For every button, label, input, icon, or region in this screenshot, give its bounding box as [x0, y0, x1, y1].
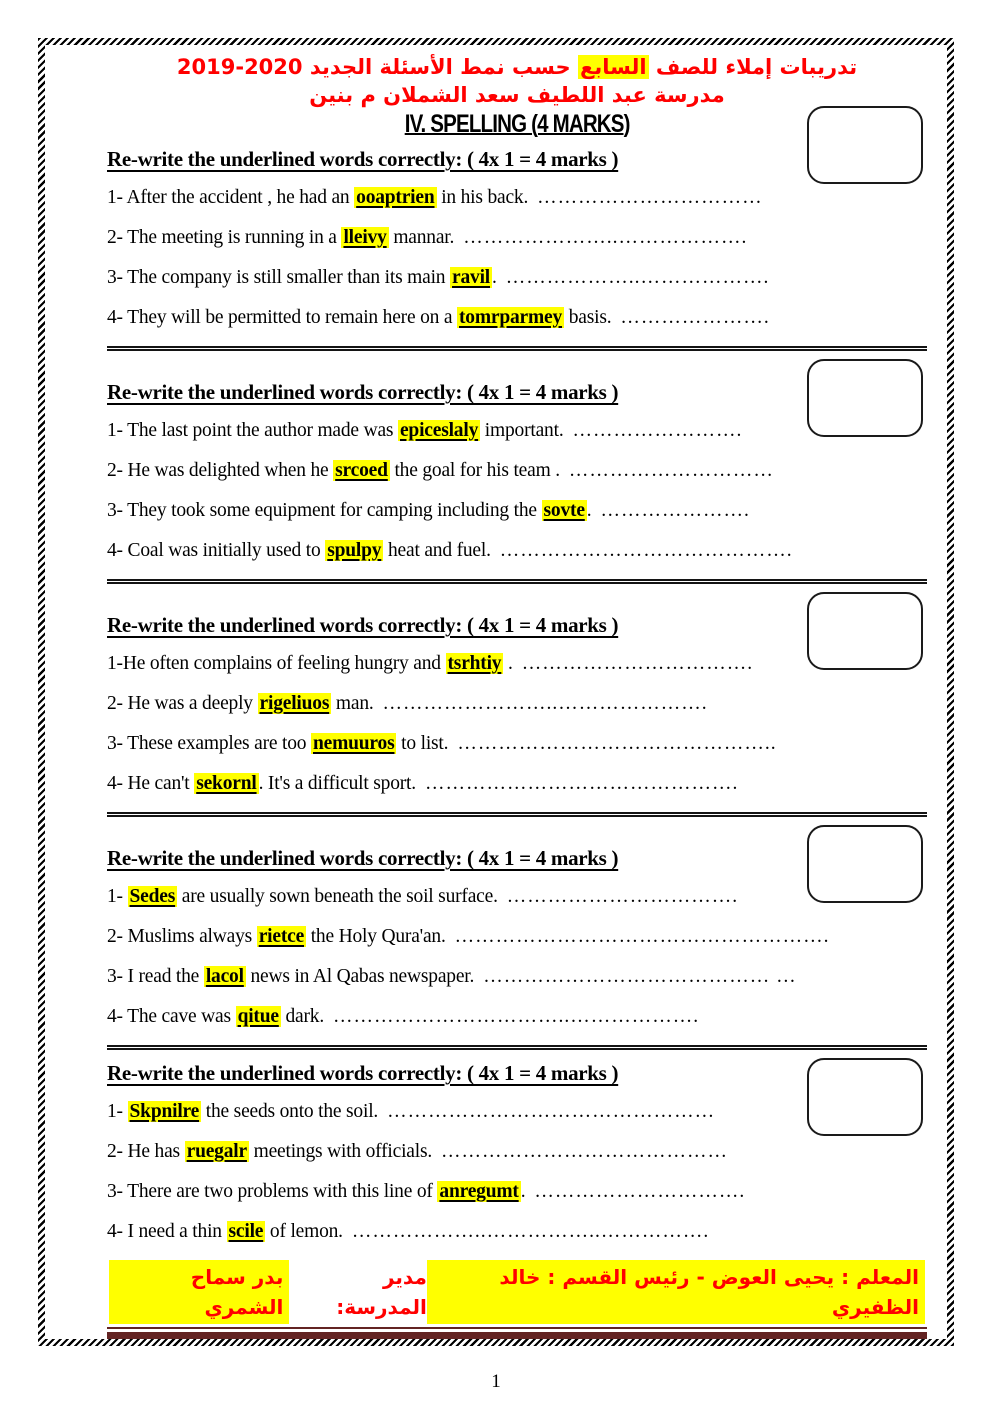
- sentence-pre-text: 2- The meeting is running in a: [107, 227, 342, 248]
- exercise-sentence: [107, 266, 927, 289]
- answer-dotted-line: …………………………….: [521, 653, 754, 674]
- sentence-post-text: the goal for his team .: [389, 460, 560, 481]
- score-box: [807, 592, 923, 670]
- exercise-section: [107, 142, 927, 351]
- worksheet-footer: [107, 1260, 927, 1339]
- answer-dotted-line: ……………………………………….: [424, 773, 739, 794]
- answer-dotted-line: ………………..……………….: [505, 267, 770, 288]
- principal-group: [109, 1260, 427, 1324]
- exercise-sentence: [107, 885, 927, 908]
- page-number: 1: [491, 1371, 501, 1392]
- misspelled-word-highlight: sovte: [543, 500, 585, 521]
- answer-dotted-line: …………………………….: [506, 886, 739, 907]
- exercise-sentence: [107, 1220, 927, 1243]
- sentence-pre-text: 1-: [107, 1101, 128, 1122]
- sentence-pre-text: 1-He often complains of feeling hungry and: [107, 653, 446, 674]
- staff-names-line: [109, 1260, 925, 1324]
- sentence-pre-text: 3- The company is still smaller than its main: [107, 267, 451, 288]
- sentence-post-text: of lemon.: [265, 1221, 343, 1242]
- answer-dotted-line: ………………….: [600, 500, 750, 521]
- exercise-sentence: [107, 499, 927, 522]
- sentence-post-text: . It's a difficult sport.: [258, 773, 416, 794]
- misspelled-word-highlight: ooaptrien: [356, 187, 435, 208]
- sentence-pre-text: 3- These examples are too: [107, 733, 311, 754]
- sentence-pre-text: 1- After the accident , he had an: [107, 187, 355, 208]
- sentence-pre-text: 3- They took some equipment for camping including the: [107, 500, 542, 521]
- arabic-title-line1: [107, 53, 927, 81]
- teacher-name: المعلم : يحيى العوض - رئيس القسم : خالد الظفيري: [427, 1260, 925, 1324]
- sentence-post-text: to list.: [396, 733, 449, 754]
- sentence-pre-text: 4- They will be permitted to remain here on a: [107, 307, 457, 328]
- sentence-list: [107, 419, 927, 562]
- title-line1-highlight: السابع: [580, 55, 647, 79]
- sentence-post-text: news in Al Qabas newspaper.: [245, 966, 475, 987]
- exercise-sentence: [107, 965, 927, 988]
- sentence-post-text: .: [520, 1181, 526, 1202]
- answer-dotted-line: ………………..……………..…………….: [351, 1221, 710, 1242]
- misspelled-word-highlight: ravil: [452, 267, 491, 288]
- sentence-pre-text: 2- He was a deeply: [107, 693, 258, 714]
- title-line1-post: حسب نمط الأسئلة الجديد 2020-2019: [176, 55, 571, 79]
- answer-dotted-line: ……………………………………: [441, 1141, 729, 1162]
- sentence-list: [107, 186, 927, 329]
- answer-dotted-line: ……………………………..……………….: [333, 1006, 700, 1027]
- misspelled-word-highlight: rietce: [258, 926, 305, 947]
- exercise-sentence: [107, 652, 927, 675]
- exercise-sentence: [107, 732, 927, 755]
- exercise-section: [107, 584, 927, 817]
- answer-dotted-line: …………………………………….: [499, 540, 793, 561]
- exercise-sentence: [107, 539, 927, 562]
- page-border-frame: [38, 38, 954, 1346]
- sentence-post-text: the Holy Qura'an.: [306, 926, 446, 947]
- misspelled-word-highlight: ruegalr: [186, 1141, 247, 1162]
- sentence-post-text: in his back.: [436, 187, 529, 208]
- misspelled-word-highlight: Skpnilre: [129, 1101, 200, 1122]
- sentence-pre-text: 4- Coal was initially used to: [107, 540, 326, 561]
- answer-dotted-line: …………………………………… …: [483, 966, 797, 987]
- sentence-list: [107, 652, 927, 795]
- answer-dotted-line: ………………………….: [534, 1181, 746, 1202]
- misspelled-word-highlight: scile: [228, 1221, 264, 1242]
- sentence-post-text: .: [586, 500, 592, 521]
- sentence-post-text: mannar.: [388, 227, 455, 248]
- section-instruction: Re-write the underlined words correctly: ( 4x 1 = 4 marks ): [107, 846, 619, 870]
- misspelled-word-highlight: lacol: [205, 966, 244, 987]
- section-instruction: Re-write the underlined words correctly: ( 4x 1 = 4 marks ): [107, 147, 619, 171]
- answer-dotted-line: …………………….: [572, 420, 743, 441]
- sentence-post-text: heat and fuel.: [383, 540, 491, 561]
- exercise-section: [107, 1050, 927, 1243]
- misspelled-word-highlight: Sedes: [129, 886, 176, 907]
- misspelled-word-highlight: qitue: [237, 1006, 279, 1027]
- sentence-list: [107, 885, 927, 1028]
- misspelled-word-highlight: nemuuros: [313, 733, 395, 754]
- sentence-pre-text: 4- He can't: [107, 773, 195, 794]
- arabic-title-line2: مدرسة عبد اللطيف سعد الشملان م بنين: [309, 83, 725, 107]
- exercise-sentence: [107, 459, 927, 482]
- exercise-section: [107, 817, 927, 1050]
- answer-dotted-line: ……………………………………………….: [454, 926, 830, 947]
- spelling-section-title: IV. SPELLING (4 MARKS): [404, 110, 630, 138]
- answer-dotted-line: …………………..……………….: [463, 227, 748, 248]
- exercise-sentence: [107, 186, 927, 209]
- misspelled-word-highlight: epiceslaly: [399, 420, 479, 441]
- answer-dotted-line: ……………………..………………….: [382, 693, 708, 714]
- misspelled-word-highlight: srcoed: [335, 460, 388, 481]
- exercise-sentence: [107, 692, 927, 715]
- misspelled-word-highlight: spulpy: [327, 540, 382, 561]
- exercise-section: [107, 351, 927, 584]
- section-instruction: Re-write the underlined words correctly: ( 4x 1 = 4 marks ): [107, 613, 619, 637]
- exercise-sentence: [107, 1180, 927, 1203]
- sentence-post-text: basis.: [564, 307, 612, 328]
- sentence-post-text: .: [503, 653, 513, 674]
- section-instruction: Re-write the underlined words correctly: ( 4x 1 = 4 marks ): [107, 1061, 619, 1085]
- title-line1-pre: تدريبات إملاء للصف: [655, 55, 858, 79]
- misspelled-word-highlight: rigeliuos: [259, 693, 330, 714]
- sentence-post-text: .: [492, 267, 497, 288]
- sentence-post-text: dark.: [280, 1006, 325, 1027]
- principal-label: مدير المدرسة:: [336, 1265, 427, 1319]
- exercise-sentence: [107, 1140, 927, 1163]
- misspelled-word-highlight: lleivy: [343, 227, 387, 248]
- misspelled-word-highlight: anregumt: [439, 1181, 519, 1202]
- answer-dotted-line: ……………………………: [537, 187, 763, 208]
- misspelled-word-highlight: tsrhtiy: [447, 653, 502, 674]
- sentence-post-text: important.: [480, 420, 564, 441]
- sentence-pre-text: 3- I read the: [107, 966, 204, 987]
- sentence-pre-text: 4- I need a thin: [107, 1221, 227, 1242]
- sentence-pre-text: 1-: [107, 886, 128, 907]
- score-box: [807, 825, 923, 903]
- misspelled-word-highlight: sekornl: [196, 773, 257, 794]
- sentence-post-text: the seeds onto the soil.: [201, 1101, 379, 1122]
- exercise-sentence: [107, 925, 927, 948]
- section-instruction: Re-write the underlined words correctly: ( 4x 1 = 4 marks ): [107, 380, 619, 404]
- exercise-sentence: [107, 1005, 927, 1028]
- exercise-sentence: [107, 419, 927, 442]
- sentence-pre-text: 1- The last point the author made was: [107, 420, 398, 441]
- answer-dotted-line: ………………….: [620, 307, 770, 328]
- answer-dotted-line: ………………………………………..: [457, 733, 777, 754]
- score-box: [807, 359, 923, 437]
- exercise-sections: [107, 142, 927, 1243]
- sentence-pre-text: 2- He has: [107, 1141, 185, 1162]
- spelling-title-row: [107, 110, 927, 142]
- exercise-sentence: [107, 226, 927, 249]
- exercise-sentence: [107, 772, 927, 795]
- sentence-list: [107, 1100, 927, 1243]
- sentence-post-text: man.: [331, 693, 374, 714]
- worksheet-header: [107, 53, 927, 142]
- sentence-pre-text: 4- The cave was: [107, 1006, 236, 1027]
- sentence-post-text: meetings with officials.: [248, 1141, 433, 1162]
- exercise-sentence: [107, 306, 927, 329]
- answer-dotted-line: …………………………: [568, 460, 774, 481]
- score-box: [807, 106, 923, 184]
- misspelled-word-highlight: tomrparmey: [459, 307, 563, 328]
- sentence-pre-text: 2- Muslims always: [107, 926, 257, 947]
- sentence-pre-text: 3- There are two problems with this line of: [107, 1181, 438, 1202]
- exercise-sentence: [107, 1100, 927, 1123]
- footer-divider-bar: [107, 1327, 927, 1339]
- sentence-post-text: are usually sown beneath the soil surface.: [177, 886, 498, 907]
- answer-dotted-line: …………………………………………: [387, 1101, 716, 1122]
- score-box: [807, 1058, 923, 1136]
- sentence-pre-text: 2- He was delighted when he: [107, 460, 334, 481]
- principal-name: بدر سماح الشمري: [109, 1260, 289, 1324]
